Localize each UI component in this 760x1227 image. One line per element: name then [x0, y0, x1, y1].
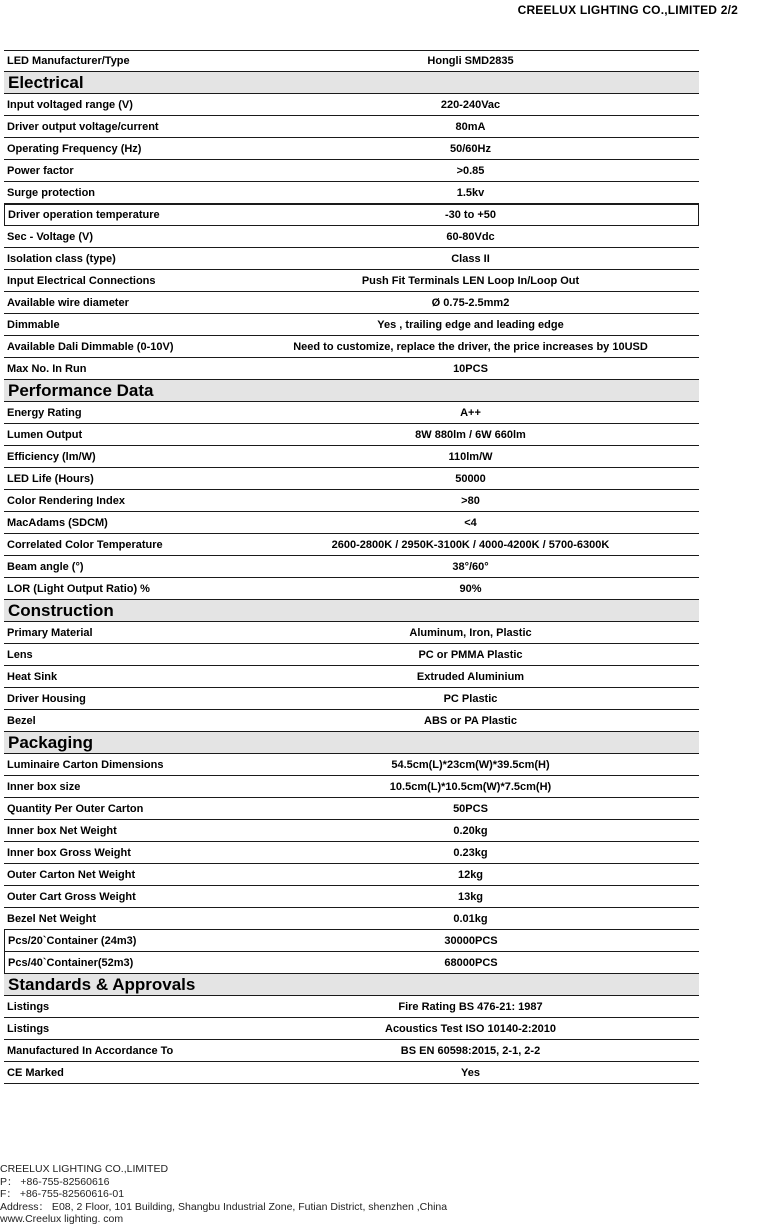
spec-value: 0.23kg	[453, 846, 488, 859]
spec-value: 50PCS	[453, 802, 488, 815]
spec-value: 68000PCS	[444, 956, 498, 969]
spec-label: LED Manufacturer/Type	[7, 55, 130, 67]
spec-label: LOR (Light Output Ratio) %	[7, 582, 150, 595]
spec-label: Correlated Color Temperature	[7, 538, 163, 551]
spec-value: 220-240Vac	[440, 98, 501, 111]
spec-value: Yes	[461, 1066, 480, 1079]
spec-row	[4, 820, 699, 842]
spec-row	[4, 1040, 699, 1062]
spec-label: Color Rendering Index	[7, 494, 125, 507]
spec-row	[4, 446, 699, 468]
spec-row	[4, 842, 699, 864]
spec-label: Input voltaged range (V)	[7, 98, 133, 111]
spec-table	[4, 50, 699, 1084]
spec-row	[4, 94, 699, 116]
spec-row	[4, 358, 699, 380]
spec-label: Power factor	[7, 164, 74, 177]
spec-row	[4, 1062, 699, 1084]
spec-label: Inner box Net Weight	[7, 824, 117, 837]
footer-address: Address： E08, 2 Floor, 101 Building, Shangbu Industrial Zone, Futian District, shenzhen ,China	[0, 1200, 448, 1213]
spec-value: 8W 880lm / 6W 660lm	[415, 428, 526, 441]
spec-label: Listings	[7, 1022, 50, 1035]
spec-row	[4, 776, 699, 798]
spec-row	[4, 424, 699, 446]
spec-value: PC or PMMA Plastic	[418, 648, 523, 661]
spec-row	[4, 204, 699, 226]
section-heading: Construction	[4, 600, 699, 622]
spec-label: Beam angle (°)	[7, 560, 84, 573]
spec-value: Hongli SMD2835	[427, 55, 514, 67]
spec-row	[4, 864, 699, 886]
footer-website: www.Creelux lighting. com	[0, 1213, 124, 1226]
spec-label: Isolation class (type)	[7, 252, 116, 265]
spec-label: Sec - Voltage (V)	[7, 230, 93, 243]
spec-label: Available wire diameter	[7, 296, 129, 309]
spec-value: 12kg	[457, 868, 484, 881]
spec-row	[4, 754, 699, 776]
spec-value: 2600-2800K / 2950K-3100K / 4000-4200K / 5700-6300K	[331, 538, 610, 551]
spec-row	[4, 468, 699, 490]
spec-label: LED Life (Hours)	[7, 472, 94, 485]
spec-row	[4, 270, 699, 292]
spec-label: Luminaire Carton Dimensions	[7, 758, 164, 771]
spec-label: Listings	[7, 1000, 50, 1013]
spec-label: Lumen Output	[7, 428, 83, 441]
spec-label: Lens	[7, 648, 33, 661]
spec-label: Driver Housing	[7, 692, 86, 705]
spec-value: 80mA	[455, 120, 486, 133]
spec-row	[4, 622, 699, 644]
spec-label: Pcs/40`Container(52m3)	[8, 956, 134, 969]
spec-value: 50/60Hz	[450, 142, 491, 155]
spec-value: 90%	[459, 582, 482, 595]
spec-label: Driver output voltage/current	[7, 120, 159, 133]
spec-label: Outer Carton Net Weight	[7, 868, 136, 881]
spec-row	[4, 710, 699, 732]
spec-label: Max No. In Run	[7, 362, 87, 375]
spec-value: Aluminum, Iron, Plastic	[409, 626, 532, 639]
spec-value: >0.85	[456, 164, 485, 177]
spec-label: Bezel Net Weight	[7, 912, 97, 925]
spec-label: Primary Material	[7, 626, 93, 639]
spec-label: Quantity Per Outer Carton	[7, 802, 144, 815]
spec-row	[4, 666, 699, 688]
spec-label: Available Dali Dimmable (0-10V)	[7, 340, 174, 353]
spec-value: A++	[460, 406, 481, 419]
spec-value: Ø 0.75-2.5mm2	[431, 296, 510, 309]
spec-value: -30 to +50	[444, 209, 497, 221]
spec-row	[4, 688, 699, 710]
spec-label: Manufactured In Accordance To	[7, 1044, 174, 1057]
section-heading: Standards & Approvals	[4, 974, 699, 996]
spec-value: 1.5kv	[456, 186, 485, 199]
spec-value: ABS or PA Plastic	[424, 714, 517, 727]
spec-row	[4, 226, 699, 248]
spec-label: Outer Cart Gross Weight	[7, 890, 136, 903]
spec-row	[4, 556, 699, 578]
spec-row	[4, 1018, 699, 1040]
footer-company: CREELUX LIGHTING CO.,LIMITED	[0, 1163, 169, 1175]
spec-value: 50000	[455, 472, 486, 485]
spec-label: Energy Rating	[7, 406, 82, 419]
spec-row	[4, 886, 699, 908]
spec-label: Pcs/20`Container (24m3)	[8, 934, 137, 947]
spec-row	[4, 402, 699, 424]
spec-row	[4, 952, 699, 974]
spec-row	[4, 534, 699, 556]
spec-value: BS EN 60598:2015, 2-1, 2-2	[400, 1044, 541, 1057]
spec-label: Surge protection	[7, 186, 96, 199]
spec-value: <4	[464, 516, 477, 529]
spec-value: PC Plastic	[443, 692, 498, 705]
spec-row	[4, 50, 699, 72]
spec-row	[4, 336, 699, 358]
spec-row	[4, 908, 699, 930]
spec-row	[4, 512, 699, 534]
spec-label: Driver operation temperature	[8, 209, 160, 221]
spec-row	[4, 578, 699, 600]
spec-value: Yes , trailing edge and leading edge	[377, 318, 564, 331]
spec-value: 54.5cm(L)*23cm(W)*39.5cm(H)	[391, 758, 550, 771]
spec-label: MacAdams (SDCM)	[7, 516, 108, 529]
spec-value: 10.5cm(L)*10.5cm(W)*7.5cm(H)	[389, 780, 552, 793]
spec-value: Fire Rating BS 476-21: 1987	[398, 1000, 543, 1013]
spec-value: 0.20kg	[453, 824, 488, 837]
spec-label: Operating Frequency (Hz)	[7, 142, 142, 155]
spec-value: Extruded Aluminium	[416, 670, 525, 683]
spec-label: Dimmable	[7, 318, 60, 331]
spec-label: Efficiency (lm/W)	[7, 450, 96, 463]
spec-row	[4, 160, 699, 182]
spec-row	[4, 248, 699, 270]
spec-value: >80	[461, 494, 480, 507]
spec-row	[4, 798, 699, 820]
spec-value: Class II	[451, 252, 490, 265]
footer-fax: F： +86-755-82560616-01	[0, 1188, 125, 1201]
spec-value: 38°/60°	[452, 560, 489, 573]
spec-row	[4, 116, 699, 138]
spec-label: Inner box size	[7, 780, 81, 793]
spec-row	[4, 930, 699, 952]
page-header: CREELUX LIGHTING CO.,LIMITED 2/2	[517, 3, 738, 17]
spec-row	[4, 490, 699, 512]
footer-phone: P： +86-755-82560616	[0, 1175, 110, 1188]
spec-row	[4, 292, 699, 314]
spec-row	[4, 644, 699, 666]
section-heading: Electrical	[4, 72, 699, 94]
spec-row	[4, 996, 699, 1018]
spec-value: 10PCS	[453, 362, 488, 375]
section-heading: Performance Data	[4, 380, 699, 402]
spec-value: Push Fit Terminals LEN Loop In/Loop Out	[361, 274, 580, 287]
spec-value: 110lm/W	[448, 450, 493, 463]
spec-value: 0.01kg	[453, 912, 488, 925]
spec-label: CE Marked	[7, 1066, 64, 1079]
spec-value: Need to customize, replace the driver, the price increases by 10USD	[293, 340, 648, 353]
spec-label: Bezel	[7, 714, 36, 727]
spec-label: Heat Sink	[7, 670, 58, 683]
spec-value: 13kg	[457, 890, 484, 903]
spec-row	[4, 182, 699, 204]
spec-value: 30000PCS	[444, 934, 498, 947]
section-heading: Packaging	[4, 732, 699, 754]
spec-row	[4, 314, 699, 336]
spec-value: 60-80Vdc	[446, 230, 495, 243]
spec-label: Inner box Gross Weight	[7, 846, 131, 859]
spec-value: Acoustics Test ISO 10140-2:2010	[385, 1022, 556, 1035]
company-footer	[0, 1163, 447, 1226]
spec-row	[4, 138, 699, 160]
spec-label: Input Electrical Connections	[7, 274, 156, 287]
